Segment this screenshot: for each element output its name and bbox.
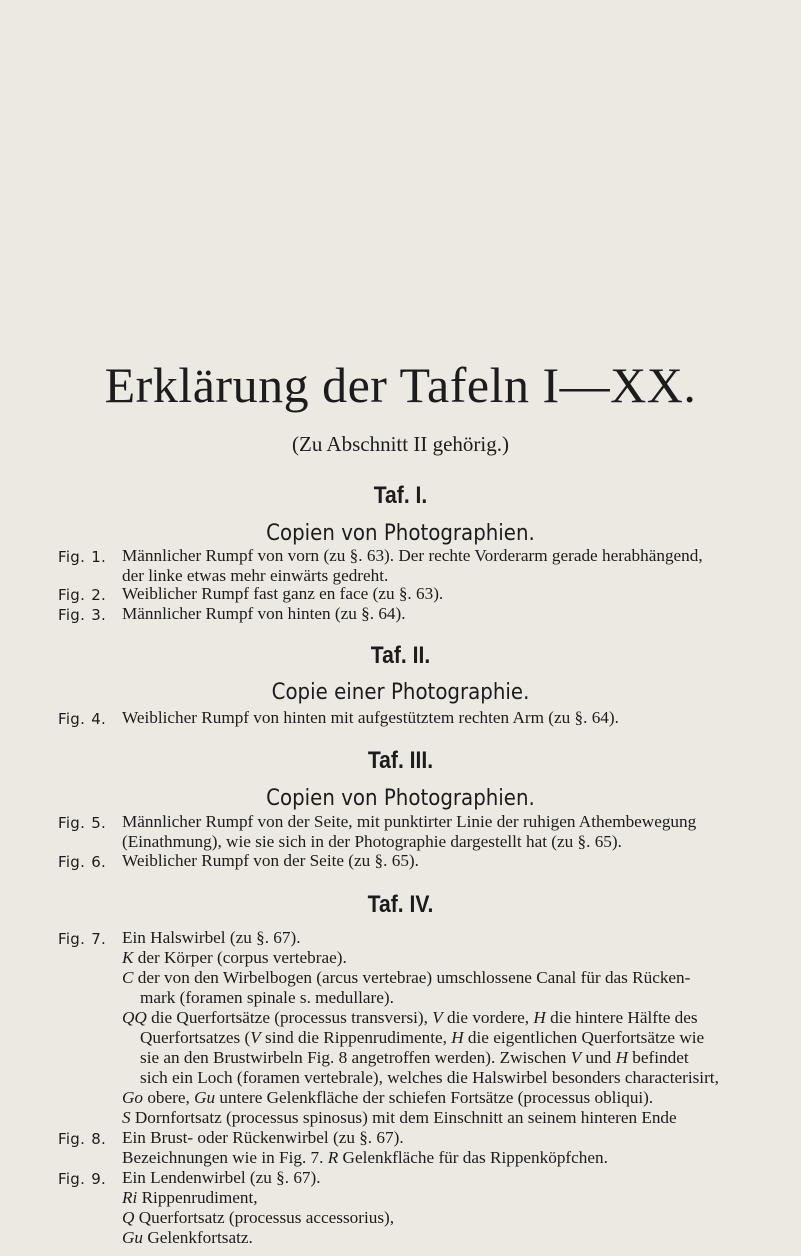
fig-9-text-line-4: Gu Gelenkfortsatz. [122,1228,253,1247]
fig-label-5: Fig. 5. [58,814,107,832]
fig-8-text-line-2: Bezeichnungen wie in Fig. 7. R Gelenkfläche für das Rippenköpfchen. [122,1148,608,1167]
fig-6-text: Weiblicher Rumpf von der Seite (zu §. 65). [122,851,419,870]
fig-7-text-line-5: QQ die Querfortsätze (processus transversi), V die vordere, H die hintere Hälfte des [122,1008,698,1027]
fig-9-text-line-1: Ein Lendenwirbel (zu §. 67). [122,1168,321,1187]
section-heading-2: Copie einer Photographie. [271,680,530,705]
plate-heading-3: Taf. III. [367,747,434,774]
section-heading-3: Copien von Photographien. [266,786,535,811]
fig-label-3: Fig. 3. [58,606,107,624]
plate-heading-1: Taf. I. [373,482,428,509]
fig-1-text-line-2: der linke etwas mehr einwärts gedreht. [122,566,389,585]
fig-label-4: Fig. 4. [58,710,107,728]
fig-7-text-line-3: C der von den Wirbelbogen (arcus vertebrae) umschlossene Canal für das Rücken- [122,968,691,987]
fig-5-text-line-2: (Einathmung), wie sie sich in der Photographie dargestellt hat (zu §. 65). [122,832,622,851]
plate-heading-2: Taf. II. [370,642,431,669]
fig-7-text-line-1: Ein Halswirbel (zu §. 67). [122,928,301,947]
fig-7-text-line-2: K der Körper (corpus vertebrae). [122,948,347,967]
page-subtitle: (Zu Abschnitt II gehörig.) [292,432,509,456]
fig-4-text: Weiblicher Rumpf von hinten mit aufgestütztem rechten Arm (zu §. 64). [122,708,619,727]
fig-label-7: Fig. 7. [58,930,107,948]
fig-label-9: Fig. 9. [58,1170,107,1188]
fig-2-text: Weiblicher Rumpf fast ganz en face (zu §. 63). [122,584,444,603]
fig-7-text-line-10: S Dornfortsatz (processus spinosus) mit dem Einschnitt an seinem hinteren Ende [122,1108,677,1127]
fig-9-text-line-3: Q Querfortsatz (processus accessorius), [122,1208,395,1227]
fig-7-text-line-8: sich ein Loch (foramen vertebrale), welches die Halswirbel besonders characterisirt, [140,1068,719,1087]
section-heading-1: Copien von Photographien. [266,521,535,546]
fig-label-1: Fig. 1. [58,548,107,566]
fig-3-text: Männlicher Rumpf von hinten (zu §. 64). [122,604,406,623]
plate-heading-4: Taf. IV. [367,891,434,918]
fig-7-text-line-7: sie an den Brustwirbeln Fig. 8 angetroffen werden). Zwischen V und H befindet [140,1048,689,1067]
page-title: Erklärung der Tafeln I—XX. [104,357,697,413]
fig-7-text-line-6: Querfortsatzes (V sind die Rippenrudimente, H die eigentlichen Querfortsätze wie [140,1028,705,1047]
fig-label-6: Fig. 6. [58,853,107,871]
fig-5-text-line-1: Männlicher Rumpf von der Seite, mit punktirter Linie der ruhigen Athembewegung [122,812,697,831]
fig-7-text-line-4: mark (foramen spinale s. medullare). [140,988,394,1007]
fig-1-text-line-1: Männlicher Rumpf von vorn (zu §. 63). Der rechte Vorderarm gerade herabhängend, [122,546,703,565]
fig-7-text-line-9: Go obere, Gu untere Gelenkfläche der schiefen Fortsätze (processus obliqui). [122,1088,654,1107]
fig-9-text-line-2: Ri Rippenrudiment, [122,1188,258,1207]
fig-8-text-line-1: Ein Brust- oder Rückenwirbel (zu §. 67). [122,1128,404,1147]
fig-label-8: Fig. 8. [58,1130,107,1148]
fig-label-2: Fig. 2. [58,586,107,604]
